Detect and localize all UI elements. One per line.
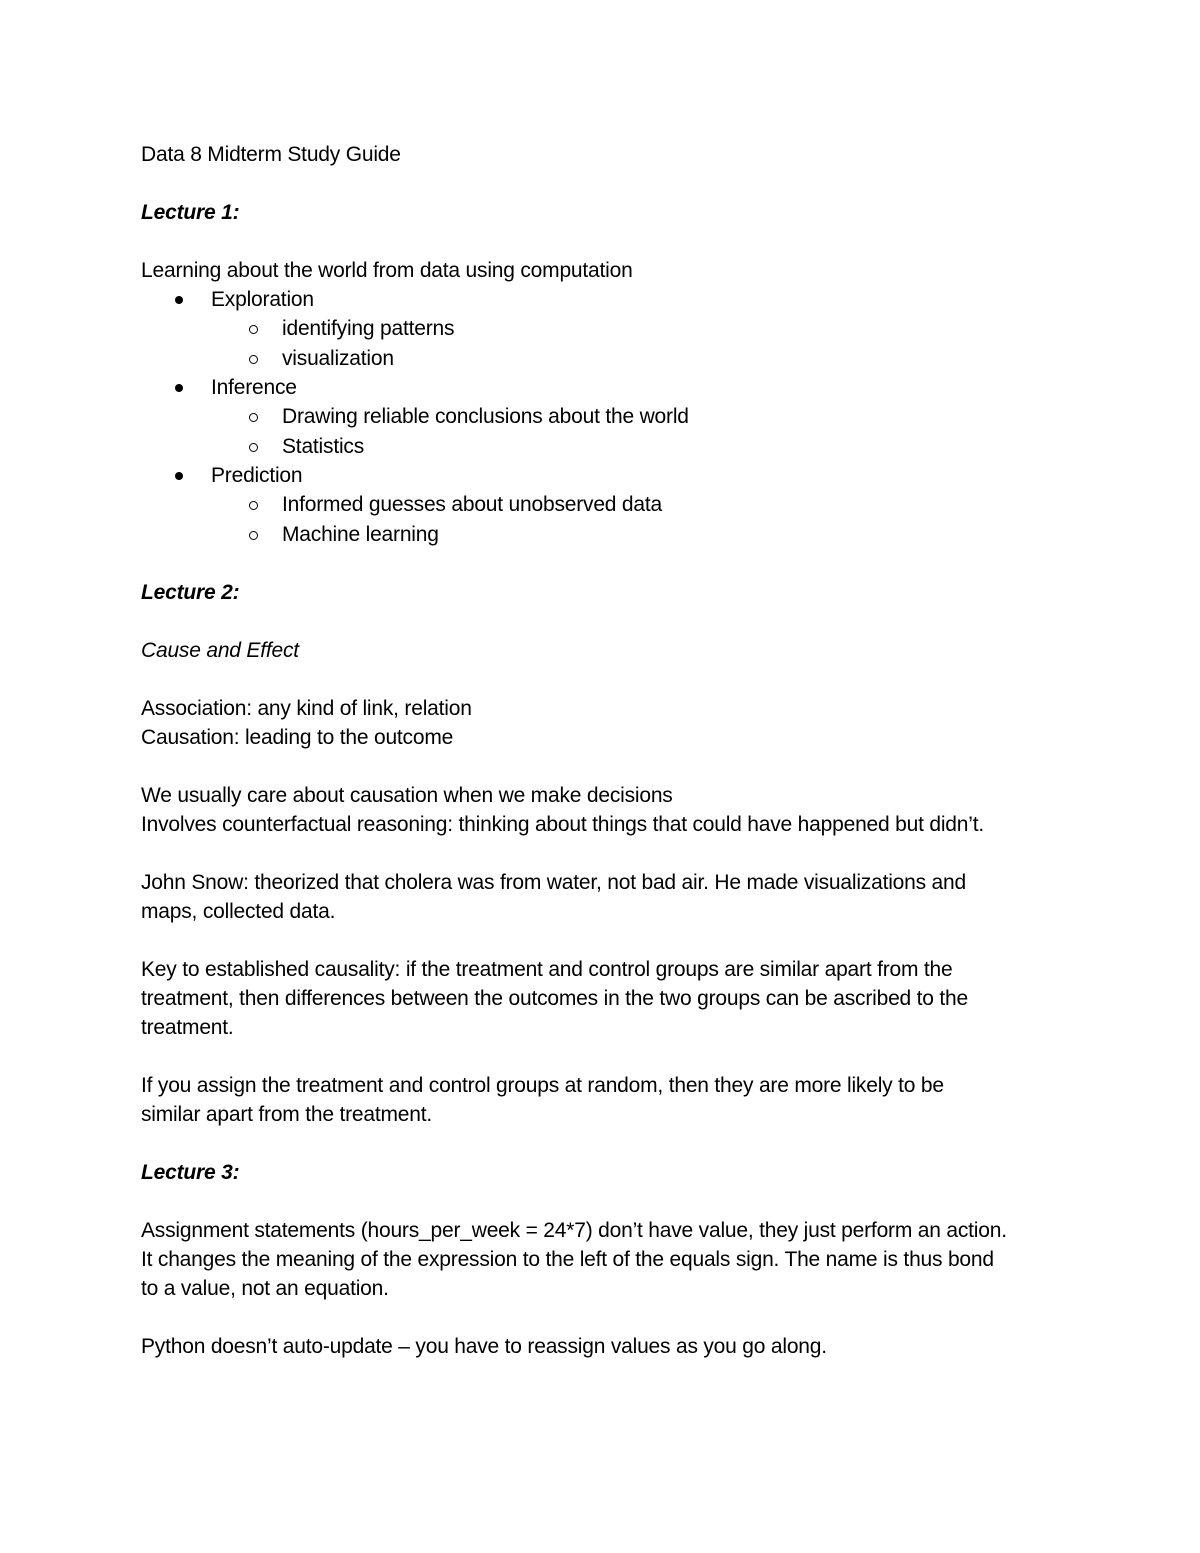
lecture-2-heading: Lecture 2: [141,581,240,604]
association-definition: Association: any kind of link, relation [141,697,472,720]
sub-list [211,490,1071,549]
sub-item [211,490,1071,520]
spacer [141,169,1071,198]
lecture-1-heading: Lecture 1: [141,201,240,224]
causation-definition: Causation: leading to the outcome [141,726,454,749]
bullet-label: Exploration [211,288,314,311]
sub-list [211,402,1071,461]
causation-care-text: We usually care about causation when we make decisions [141,784,673,807]
document-page [141,140,1071,1361]
spacer [141,1187,1071,1216]
john-snow-text-line: John Snow: theorized that cholera was from water, not bad air. He made visualizations and [141,871,966,894]
sub-item-label: Statistics [282,434,365,458]
hollow-circle-bullet-icon [249,443,258,452]
spacer [141,227,1071,256]
sub-item [211,432,1071,462]
sub-item-label: identifying patterns [282,317,455,340]
document-title: Data 8 Midterm Study Guide [141,143,401,166]
spacer [141,665,1071,694]
bullet-icon [175,384,183,392]
causality-key-text-line: treatment. [141,1016,234,1039]
bullet-label: Prediction [211,464,303,487]
bullet-icon [175,472,183,480]
hollow-circle-bullet-icon [249,531,258,540]
sub-item [211,314,1071,344]
assignment-text-line: to a value, not an equation. [141,1277,389,1300]
causality-key-text-line: treatment, then differences between the outcomes in the two groups can be ascribed to the [141,987,968,1010]
spacer [141,926,1071,955]
bullet-icon [175,296,183,304]
lecture-1-intro: Learning about the world from data using computation [141,259,633,282]
causality-key-text-line: Key to established causality: if the treatment and control groups are similar apart from the [141,958,953,981]
lecture-3-heading: Lecture 3: [141,1161,240,1184]
sub-item [211,402,1071,432]
assignment-text-line: Assignment statements (hours_per_week = 24*7) don’t have value, they just perform an action. [141,1219,1007,1242]
sub-item-label: Drawing reliable conclusions about the world [282,405,689,428]
spacer [141,549,1071,578]
spacer [141,839,1071,868]
hollow-circle-bullet-icon [249,325,258,334]
sub-item-label: visualization [282,346,394,370]
python-update-text: Python doesn’t auto-update – you have to reassign values as you go along. [141,1335,827,1358]
spacer [141,607,1071,636]
bullet-label: Inference [211,376,297,399]
counterfactual-text: Involves counterfactual reasoning: thinking about things that could have happened but didn’t. [141,813,985,836]
assignment-text-line: It changes the meaning of the expression to the left of the equals sign. The name is thus bond [141,1248,994,1271]
hollow-circle-bullet-icon [249,413,258,422]
spacer [141,1129,1071,1158]
lecture-1-bullet-list [141,285,1071,549]
spacer [141,1042,1071,1071]
bullet-item-prediction [141,461,1071,549]
bullet-item-inference [141,373,1071,461]
bullet-item-exploration [141,285,1071,373]
random-assignment-text-line: If you assign the treatment and control groups at random, then they are more likely to be [141,1074,944,1097]
spacer [141,752,1071,781]
hollow-circle-bullet-icon [249,501,258,510]
sub-item [211,520,1071,550]
hollow-circle-bullet-icon [249,355,258,364]
random-assignment-text-line: similar apart from the treatment. [141,1103,432,1126]
lecture-2-subheading: Cause and Effect [141,639,299,662]
sub-item-label: Machine learning [282,522,439,546]
sub-list [211,314,1071,373]
spacer [141,1303,1071,1332]
john-snow-text-line: maps, collected data. [141,900,336,923]
sub-item [211,344,1071,374]
sub-item-label: Informed guesses about unobserved data [282,493,662,516]
